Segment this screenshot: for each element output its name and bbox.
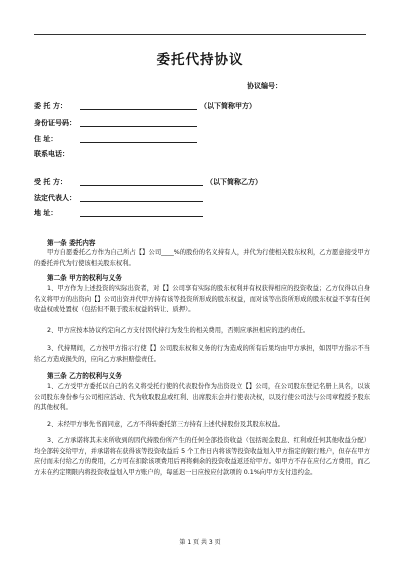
address-label: 住 址： <box>34 135 58 143</box>
location-blank <box>80 216 203 217</box>
header-rule <box>34 34 366 35</box>
id-number-label: 身份证号码： <box>34 119 76 127</box>
legal-representative-label: 法定代表人： <box>34 194 76 202</box>
article-1-paragraph: 甲方自愿委托乙方作为自己所占【】公司____%的股份的名义持有人，并代为行使相关股东权利，乙方愿意接受甲方的委托并代为行使该相关股东权利。 <box>34 249 370 267</box>
article-2-clause-3: 3、代持期间，乙方按甲方指示行使【】公司股东权和义务的行为造成的所有后果均由甲方承担，如因甲方指示不当给乙方造成损失的，应向乙方承担赔偿责任。 <box>34 345 370 363</box>
article-2-clause-1: 1、甲方作为上述投资的实际出资者，对【】公司享有实际的股东权利并有权获得相应的投资收益；乙方仅得以自身名义将甲方的出资向【】公司出资并代甲方持有该等投资所形成的股东权益，而对该等出资所形成的股东权益不享有任何收益权或处置权（包括但不限于股东权益的转让、质押）。 <box>34 285 370 313</box>
id-number-blank <box>80 126 197 127</box>
nominee-suffix: （以下简称乙方） <box>206 178 262 186</box>
nominee-blank <box>80 185 203 186</box>
page-footer: 第 1 页 共 3 页 <box>179 539 221 546</box>
legal-representative-blank <box>80 201 203 202</box>
principal-blank <box>80 109 197 110</box>
article-2-heading: 第二条 甲方的权利与义务 <box>47 274 122 282</box>
article-3-clause-1: 1、乙方受甲方委托以自己的名义将受托行使的代表股份作为出资设立【】公司，在公司股东登记名册上具名，以该公司股东身份参与公司相应活动、代为收取股息或红利、出席股东会并行使表决权，以及行使公司法与公司章程授予股东的其他权利。 <box>34 383 370 411</box>
article-1-heading: 第一条 委托内容 <box>47 239 96 247</box>
contact-phone-label: 联系电话： <box>34 150 69 158</box>
nominee-label: 受 托 方： <box>34 178 67 186</box>
article-3-heading: 第三条 乙方的权利与义务 <box>47 372 122 380</box>
agreement-number-label: 协议编号： <box>247 82 282 90</box>
article-2-clause-2: 2、甲方应按本协议约定向乙方支付因代持行为发生的相关费用，否则应承担相应的违约责任。 <box>47 327 310 334</box>
location-label: 地 址： <box>34 209 58 217</box>
document-title: 委托代持协议 <box>156 52 244 68</box>
article-3-clause-3: 3、乙方承诺将其未来所收到的因代持股份所产生的任何全部投资收益（包括现金股息、红利或任何其他收益分配）均全部转交给甲方，并承诺将在获得该等投资收益后 5 个工作日内将该等投资收益划入甲方指定的银行账户，但存在甲方应付而未付给乙方的费用，乙方可在扣除该项费用后再将剩余的投资收益返还给甲方。如甲方不存在应付乙方费用，而乙方未在约定期限内将投资收益划入甲方账户的，每延迟一日应按应付款项的 0.1%向甲方支付违约金。 <box>34 437 370 476</box>
article-3-clause-2: 2、未经甲方事先书面同意，乙方不得转委托第三方持有上述代持股份及其股东权益。 <box>47 421 284 428</box>
address-blank <box>80 142 197 143</box>
principal-suffix: （以下简称甲方） <box>200 102 256 110</box>
principal-label: 委 托 方： <box>34 102 67 110</box>
